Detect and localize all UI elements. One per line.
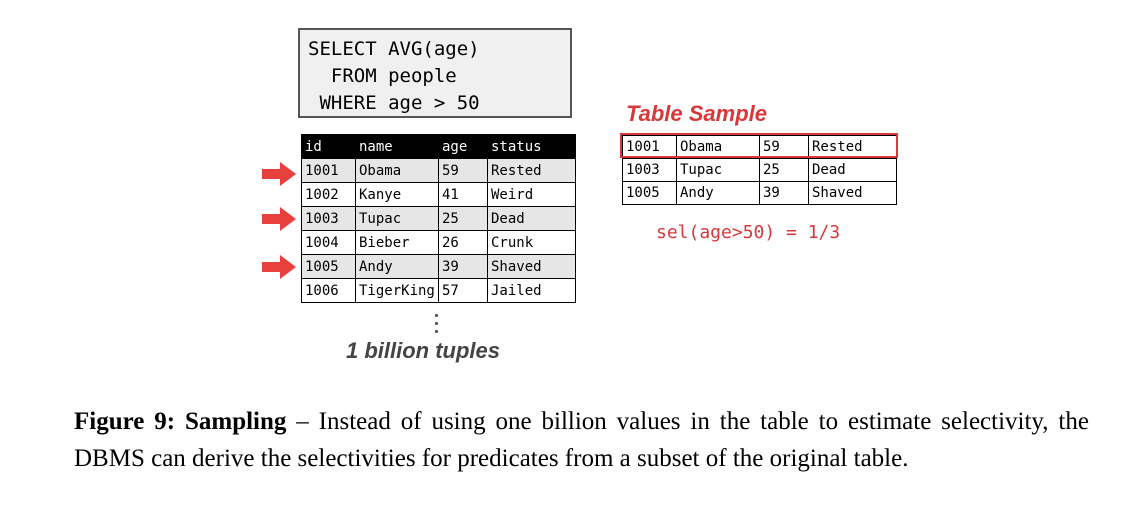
cell-status: Shaved xyxy=(488,255,576,279)
table-sample-title: Table Sample xyxy=(626,101,768,126)
cell-id: 1005 xyxy=(302,255,356,279)
column-header-name: name xyxy=(356,135,439,159)
column-header-age: age xyxy=(439,135,488,159)
cell-age: 39 xyxy=(439,255,488,279)
cell-age: 39 xyxy=(760,182,809,205)
cell-age: 59 xyxy=(439,159,488,183)
arrow-right-icon xyxy=(262,255,296,279)
cell-name: Kanye xyxy=(356,183,439,207)
cell-status: Jailed xyxy=(488,279,576,303)
cell-age: 41 xyxy=(439,183,488,207)
table-row xyxy=(623,182,897,205)
caption-text: – Instead of using one billion values in the table to estimate selectivity, the DBMS can derive the selectivities for predicates from a subset of the original table. xyxy=(74,408,1089,472)
table-row xyxy=(302,207,576,231)
column-header-id: id xyxy=(302,135,356,159)
cell-age: 26 xyxy=(439,231,488,255)
table-row xyxy=(623,136,897,159)
table-row xyxy=(623,159,897,182)
cell-id: 1003 xyxy=(302,207,356,231)
cell-name: Andy xyxy=(356,255,439,279)
cell-id: 1005 xyxy=(623,182,677,205)
cell-id: 1006 xyxy=(302,279,356,303)
table-row xyxy=(302,159,576,183)
table-row xyxy=(302,279,576,303)
cell-name: TigerKing xyxy=(356,279,439,303)
billion-tuples-label: 1 billion tuples xyxy=(346,338,501,363)
cell-id: 1001 xyxy=(302,159,356,183)
table-header-row xyxy=(302,135,576,159)
cell-status: Weird xyxy=(488,183,576,207)
figure-caption xyxy=(74,403,1089,477)
sql-line-select: SELECT AVG(age) xyxy=(308,38,480,60)
cell-name: Obama xyxy=(677,136,760,159)
cell-status: Dead xyxy=(488,207,576,231)
cell-age: 25 xyxy=(760,159,809,182)
cell-age: 57 xyxy=(439,279,488,303)
cell-status: Rested xyxy=(809,136,897,159)
cell-id: 1002 xyxy=(302,183,356,207)
sql-query-box xyxy=(298,28,572,118)
sql-line-from: FROM people xyxy=(308,65,457,87)
cell-name: Obama xyxy=(356,159,439,183)
cell-status: Crunk xyxy=(488,231,576,255)
cell-id: 1001 xyxy=(623,136,677,159)
cell-name: Tupac xyxy=(677,159,760,182)
table-row xyxy=(302,231,576,255)
arrow-right-icon xyxy=(262,162,296,186)
cell-age: 59 xyxy=(760,136,809,159)
selectivity-formula: sel(age>50) = 1/3 xyxy=(656,222,841,243)
cell-status: Shaved xyxy=(809,182,897,205)
table-row xyxy=(302,183,576,207)
column-header-status: status xyxy=(488,135,576,159)
arrow-right-icon xyxy=(262,207,296,231)
cell-id: 1003 xyxy=(623,159,677,182)
sample-table xyxy=(622,135,897,205)
people-table xyxy=(301,134,576,303)
figure-label: Figure 9: Sampling xyxy=(74,408,287,435)
sql-line-where: WHERE age > 50 xyxy=(308,92,480,114)
cell-status: Rested xyxy=(488,159,576,183)
cell-id: 1004 xyxy=(302,231,356,255)
cell-name: Andy xyxy=(677,182,760,205)
cell-name: Bieber xyxy=(356,231,439,255)
vertical-ellipsis-icon xyxy=(430,314,442,338)
table-row xyxy=(302,255,576,279)
cell-age: 25 xyxy=(439,207,488,231)
cell-status: Dead xyxy=(809,159,897,182)
cell-name: Tupac xyxy=(356,207,439,231)
